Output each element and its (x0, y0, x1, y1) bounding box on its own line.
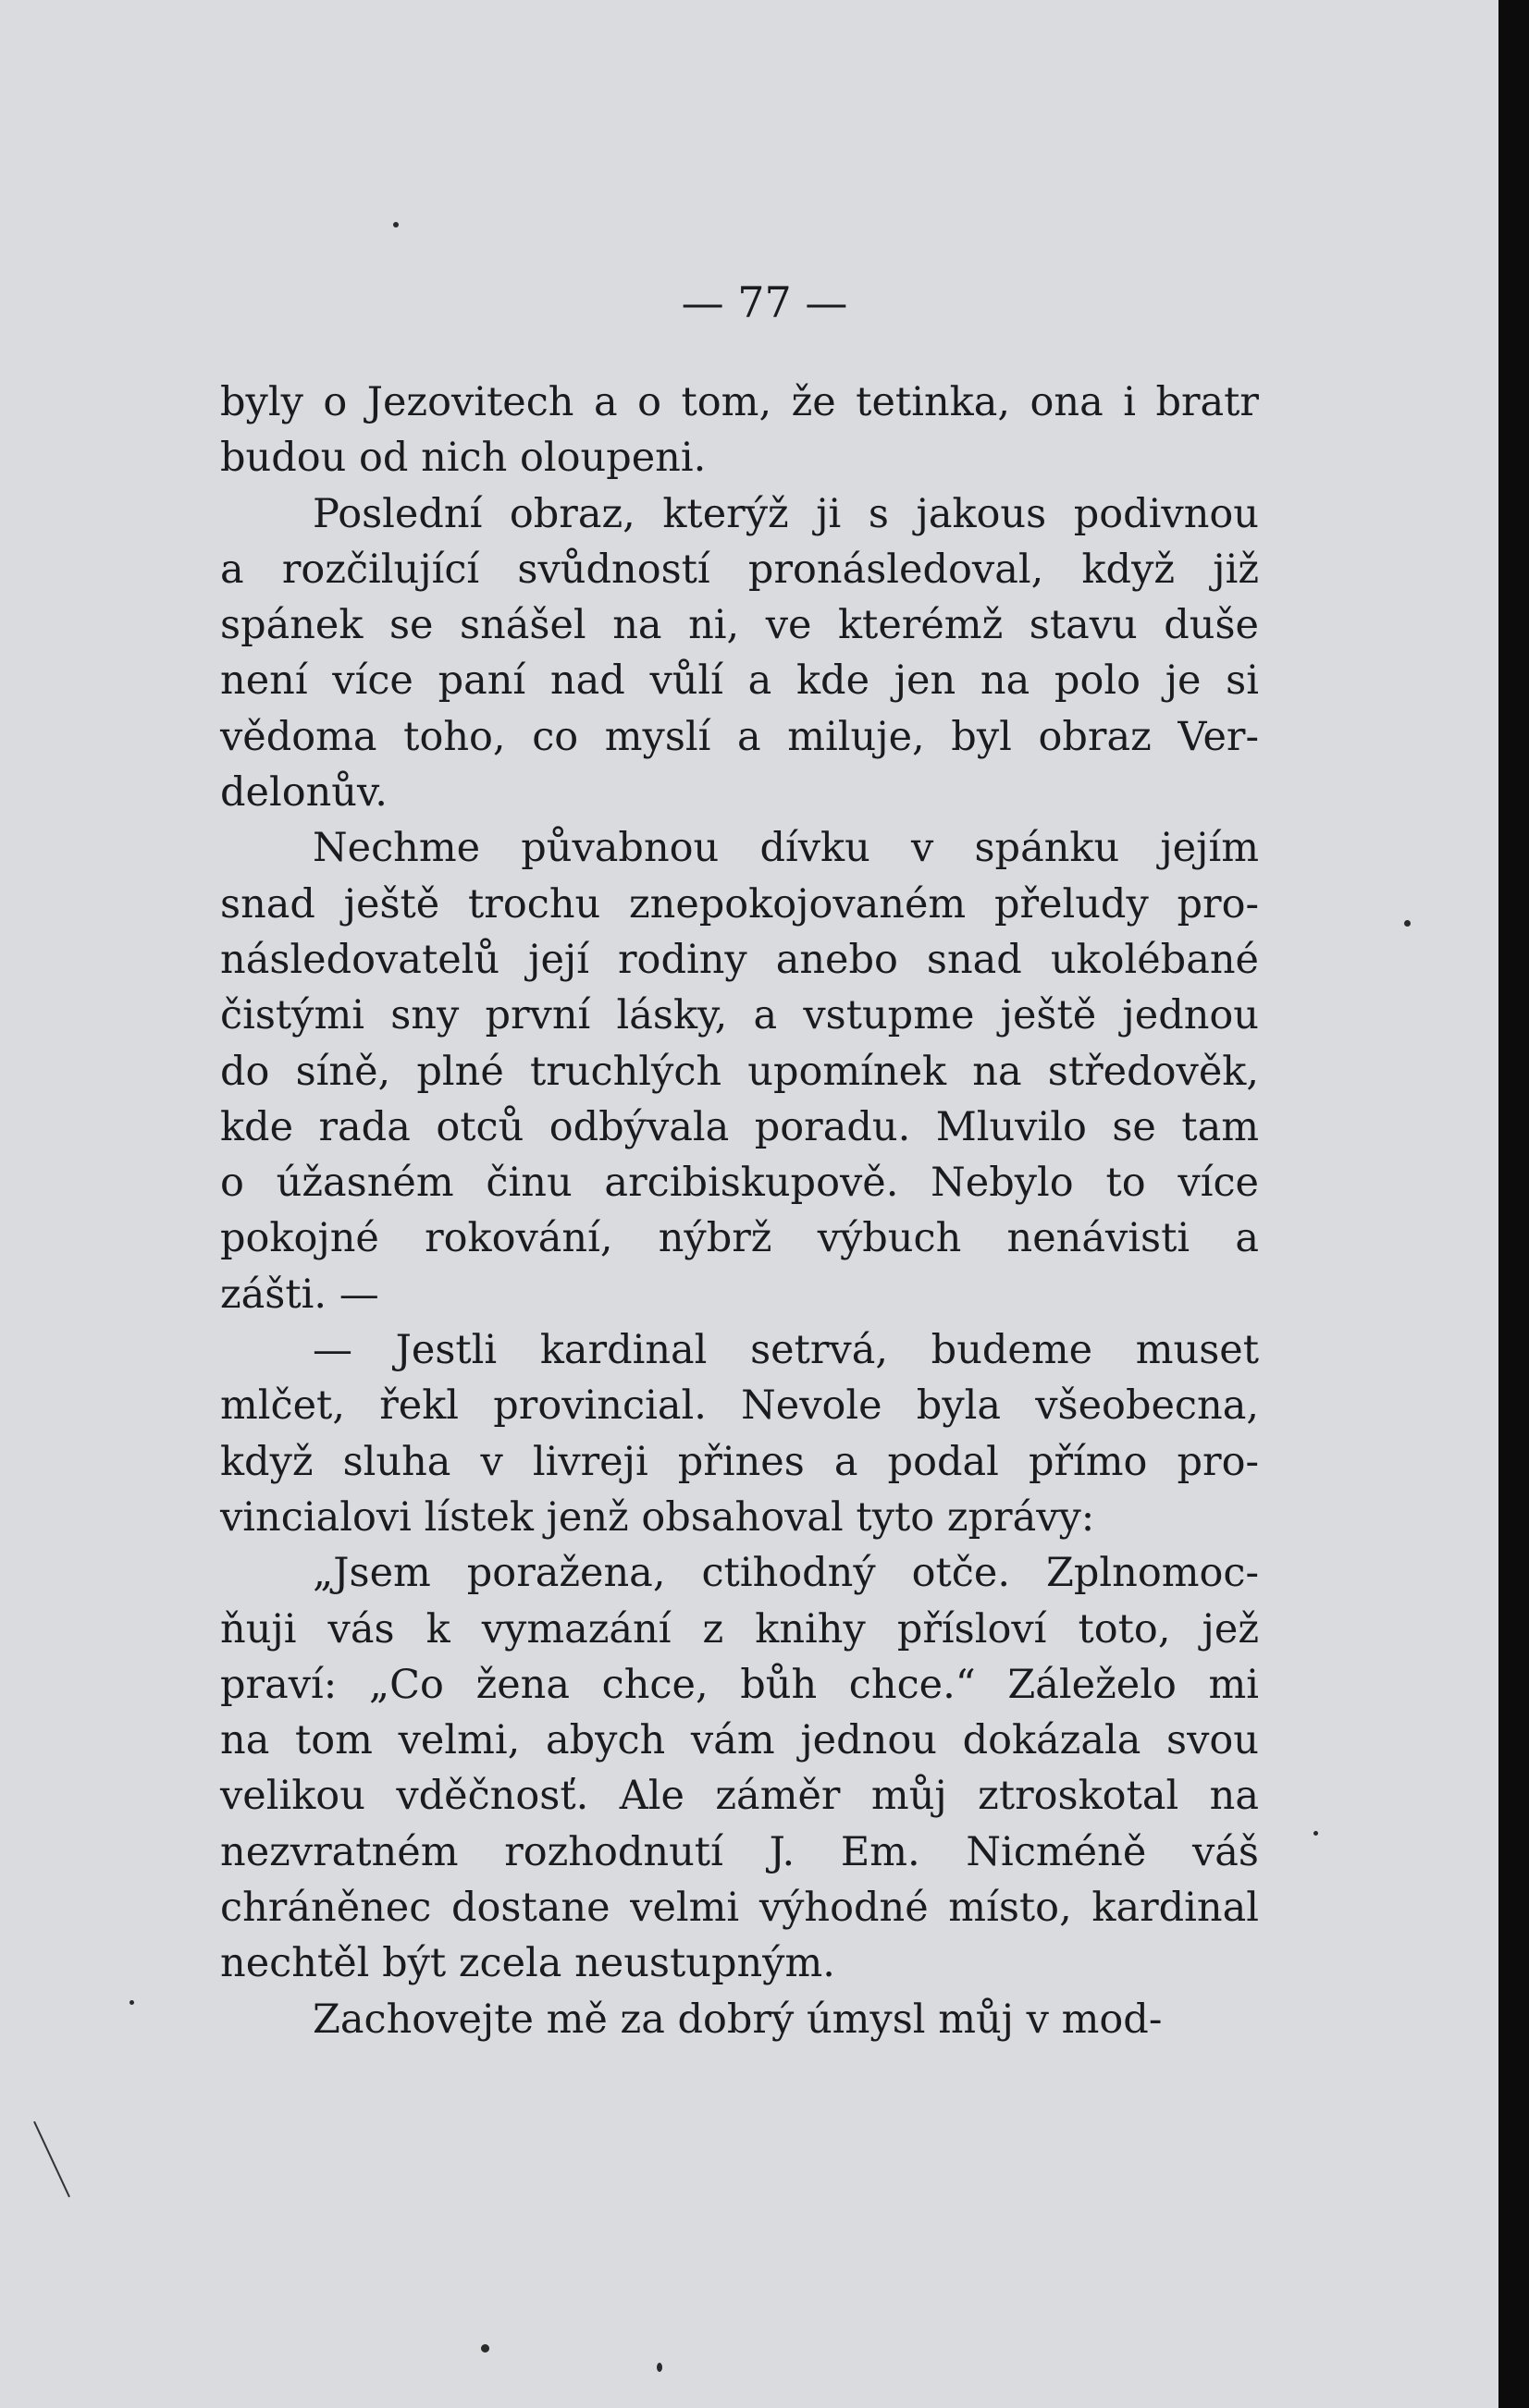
body-text (220, 375, 1259, 2047)
text-line: zášti. — (220, 1271, 379, 1318)
text-line: vědoma toho, co myslí a miluje, byl obraz Ver- (220, 713, 1259, 760)
scan-speck (393, 222, 399, 227)
text-line: o úžasném činu arcibiskupově. Nebylo to více (220, 1160, 1259, 1207)
text-line: velikou vděčnosť. Ale záměr můj ztroskotal na (220, 1773, 1259, 1820)
text-line: nezvratném rozhodnutí J. Em. Nicméně váš (220, 1828, 1259, 1875)
scan-speck (1404, 920, 1411, 927)
scan-speck (657, 2363, 662, 2372)
scan-mark (33, 2121, 70, 2197)
text-line: snad ještě trochu znepokojovaném přeludy pro- (220, 880, 1259, 928)
text-line: Nechme půvabnou dívku v spánku jejím (313, 825, 1259, 872)
text-line: budou od nich oloupeni. (220, 435, 707, 482)
text-line: není více paní nad vůlí a kde jen na polo je si (220, 657, 1259, 705)
text-line: pokojné rokování, nýbrž výbuch nenávisti a (220, 1215, 1259, 1262)
text-line: vincialovi lístek jenž obsahoval tyto zprávy: (220, 1493, 1095, 1541)
scan-speck (129, 2000, 134, 2005)
text-line: praví: „Co žena chce, bůh chce.“ Záleželo mi (220, 1661, 1259, 1708)
text-line: kde rada otců odbývala poradu. Mluvilo se tam (220, 1103, 1259, 1150)
text-line: byly o Jezovitech a o tom, že tetinka, ona i bratr (220, 379, 1259, 425)
text-line: čistými sny první lásky, a vstupme ještě jednou (220, 992, 1259, 1039)
text-line: Zachovejte mě za dobrý úmysl můj v mod- (313, 1996, 1163, 2043)
text-line: chráněnec dostane velmi výhodné místo, kardinal (220, 1885, 1259, 1932)
text-line: na tom velmi, abych vám jednou dokázala svou (220, 1717, 1259, 1764)
text-line: ňuji vás k vymazání z knihy přísloví toto, jež (220, 1605, 1259, 1652)
page-edge-shadow (1498, 0, 1529, 2408)
page-number: — 77 — (681, 277, 848, 327)
text-line: — Jestli kardinal setrvá, budeme muset (313, 1327, 1259, 1374)
text-line: následovatelů její rodiny anebo snad ukolébané (220, 936, 1259, 983)
text-line: nechtěl být zcela neustupným. (220, 1940, 835, 1987)
text-line: delonův. (220, 769, 388, 817)
text-line: mlčet, řekl provincial. Nevole byla všeobecna, (220, 1382, 1259, 1430)
text-line: „Jsem poražena, ctihodný otče. Zplnomoc- (313, 1550, 1259, 1597)
text-line: spánek se snášel na ni, ve kterémž stavu duše (220, 602, 1259, 649)
scan-speck (1313, 1831, 1318, 1836)
text-line: Poslední obraz, kterýž ji s jakous podivnou (313, 490, 1259, 537)
text-line: do síně, plné truchlých upomínek na středověk, (220, 1048, 1259, 1095)
scan-speck (481, 2344, 489, 2353)
text-line: když sluha v livreji přines a podal přímo pro- (220, 1438, 1259, 1485)
text-line: a rozčilující svůdností pronásledoval, když již (220, 546, 1259, 593)
